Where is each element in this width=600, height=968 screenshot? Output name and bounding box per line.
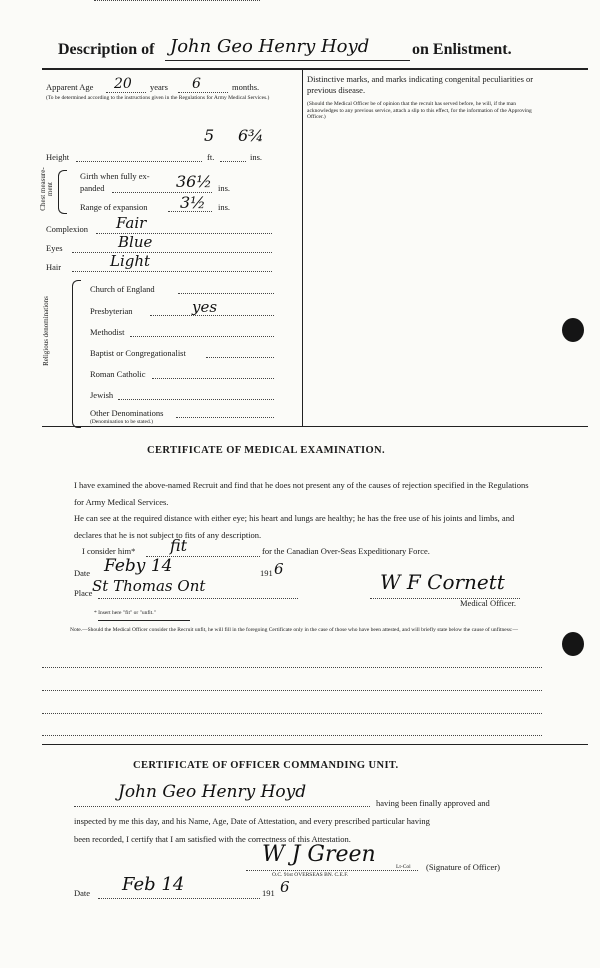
months-label: months.	[232, 82, 260, 92]
baptist-dots	[206, 357, 274, 358]
medical-place-label: Place	[74, 588, 93, 598]
baptist-label: Baptist or Congregationalist	[90, 348, 186, 358]
eyes-dots	[72, 252, 272, 253]
medical-year-value: 6	[274, 560, 284, 578]
other-denominations-dots	[176, 417, 274, 418]
apparent-age-label: Apparent Age	[46, 82, 94, 92]
consider-suffix: for the Canadian Over-Seas Expeditionary Force.	[262, 546, 430, 556]
commanding-text-3: been recorded, I certify that I am satisfied with the correctness of this Attestation.	[74, 834, 351, 844]
commanding-year-prefix: 191	[262, 888, 275, 898]
height-ins-value: 6¾	[238, 126, 264, 145]
roman-catholic-label: Roman Catholic	[90, 369, 146, 379]
chest-brace	[58, 170, 67, 214]
commanding-name-dots	[74, 806, 370, 807]
consider-prefix: I consider him*	[82, 546, 136, 556]
other-denominations-note: (Denomination to be stated.)	[90, 419, 153, 425]
presbyterian-value: yes	[192, 298, 218, 316]
age-months-dots	[178, 92, 228, 93]
age-years-dots	[106, 92, 146, 93]
distinctive-marks-note: (Should the Medical Officer be of opinion that the recruit has served before, he will, if the man acknowledges to any previous service, attach a slip to this effect, for the information of the Approving Officer.)	[307, 101, 532, 120]
hair-value: Light	[110, 252, 151, 270]
years-label: years	[150, 82, 168, 92]
medical-place-dots	[98, 598, 298, 599]
religious-denominations-label: Religious denominations	[42, 296, 50, 366]
commanding-year-value: 6	[280, 878, 290, 896]
eyes-value: Blue	[118, 233, 153, 251]
range-ins-label: ins.	[218, 202, 231, 212]
commanding-text-2: inspected by me this day, and his Name, Age, Date of Attestation, and every prescribed particular having	[74, 816, 430, 826]
medical-footnote: * Insert here "fit" or "unfit."	[94, 610, 156, 616]
punch-hole-bottom	[562, 632, 584, 656]
medical-heading: CERTIFICATE OF MEDICAL EXAMINATION.	[147, 445, 386, 456]
commanding-date-dots	[98, 898, 260, 899]
age-months-value: 6	[192, 76, 201, 92]
medical-para-2: He can see at the required distance with either eye; his heart and lungs are healthy; he has the free use of his joints and limbs, and declares that he is not subject to fits of any description.	[74, 513, 515, 540]
presbyterian-label: Presbyterian	[90, 306, 133, 316]
ins-label: ins.	[250, 152, 263, 162]
medical-officer-label: Medical Officer.	[460, 598, 517, 608]
recruit-name: John Geo Henry Hoyd	[170, 36, 370, 57]
medical-para-1: I have examined the above-named Recruit and find that he does not present any of the causes of rejection specified in the Regulations for Army Medical Services.	[74, 480, 529, 507]
title-suffix: on Enlistment.	[412, 41, 512, 58]
medical-date-dots	[94, 0, 260, 1]
jewish-label: Jewish	[90, 390, 114, 400]
church-of-england-label: Church of England	[90, 284, 155, 294]
church-of-england-dots	[178, 293, 274, 294]
range-label: Range of expansion	[80, 202, 148, 212]
commanding-date-value: Feb 14	[122, 874, 185, 895]
height-ft-value: 5	[204, 126, 215, 145]
height-ins-dots	[220, 161, 246, 162]
section-rule-2	[42, 744, 588, 745]
section-rule-1	[42, 426, 588, 427]
hair-dots	[72, 271, 272, 272]
commanding-signature: W J Green	[262, 842, 376, 867]
range-value: 3½	[180, 193, 206, 212]
unfitness-line-3	[42, 713, 542, 714]
chest-measure-label: Chest measure-ment	[39, 167, 54, 211]
girth-label-2: panded	[80, 183, 105, 193]
age-note: (To be determined according to the instructions given in the Regulations for Army Medical Services.)	[46, 95, 270, 101]
medical-date-label: Date	[74, 568, 91, 578]
methodist-label: Methodist	[90, 327, 125, 337]
signature-of-officer-label: (Signature of Officer)	[426, 862, 500, 872]
complexion-value: Fair	[116, 214, 147, 232]
roman-catholic-dots	[152, 378, 274, 379]
title-underline	[165, 60, 410, 61]
medical-year-prefix: 191	[260, 568, 273, 578]
distinctive-marks-label: Distinctive marks, and marks indicating congenital peculiarities or previous disease.	[307, 74, 534, 95]
unfitness-line-1	[42, 667, 542, 668]
commanding-signature-dots	[246, 870, 418, 871]
eyes-label: Eyes	[46, 243, 63, 253]
girth-ins-label: ins.	[218, 183, 231, 193]
ft-label: ft.	[207, 152, 215, 162]
medical-place-value: St Thomas Ont	[92, 577, 206, 595]
unfitness-line-2	[42, 690, 542, 691]
commanding-heading: CERTIFICATE OF OFFICER COMMANDING UNIT.	[133, 760, 399, 771]
methodist-dots	[130, 336, 274, 337]
girth-label-1: Girth when fully ex-	[80, 171, 150, 181]
religion-brace	[72, 280, 81, 428]
column-divider	[302, 68, 303, 426]
age-years-value: 20	[114, 76, 132, 92]
medical-date-value: Feby 14	[104, 556, 173, 576]
other-denominations-label: Other Denominations	[90, 408, 164, 418]
jewish-dots	[118, 399, 274, 400]
commanding-name-value: John Geo Henry Hoyd	[118, 782, 307, 802]
medical-note: Note.—Should the Medical Officer consider the Recruit unfit, he will fill in the foregoing Certificate only in the case of those who have been attested, and will briefly state below the cause of unfitness:—	[70, 627, 519, 633]
medical-officer-signature: W F Cornett	[380, 570, 505, 594]
height-label: Height	[46, 152, 70, 162]
commanding-date-label: Date	[74, 888, 91, 898]
complexion-label: Complexion	[46, 224, 89, 234]
hair-label: Hair	[46, 262, 62, 272]
commanding-rank: Lt-Col	[396, 864, 411, 870]
top-rule	[42, 68, 588, 70]
commanding-text-1: having been finally approved and	[376, 798, 490, 808]
girth-value: 36½	[176, 172, 212, 191]
footnote-rule	[98, 620, 190, 621]
commanding-rank-sub: O.C. 91st OVERSEAS BN. C.E.F.	[272, 872, 349, 878]
height-dots	[76, 161, 202, 162]
unfitness-line-4	[42, 735, 542, 736]
punch-hole-top	[562, 318, 584, 342]
title-prefix: Description of	[58, 41, 155, 58]
fit-value: fit	[170, 536, 188, 555]
